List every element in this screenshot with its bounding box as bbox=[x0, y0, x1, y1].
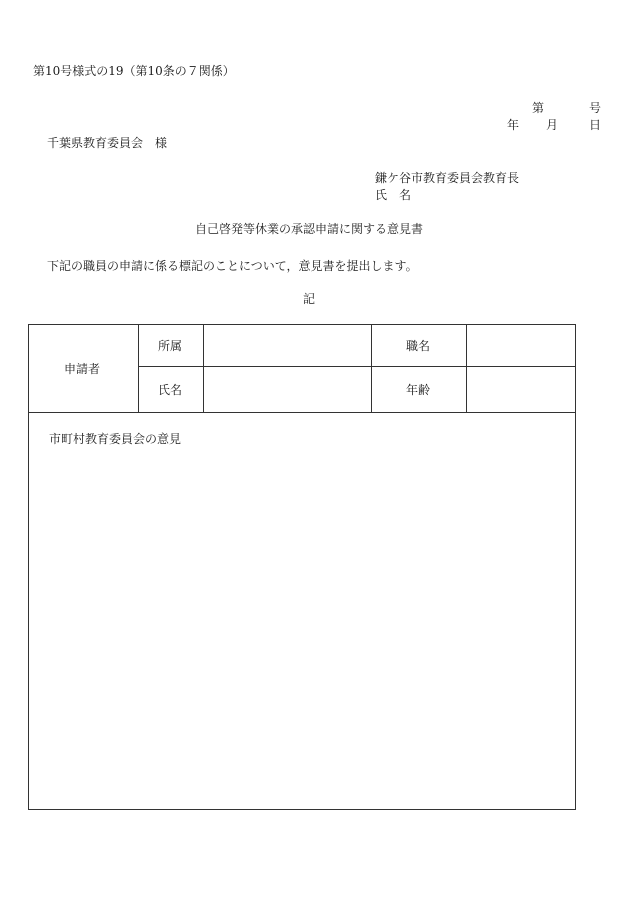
age-field[interactable] bbox=[473, 383, 569, 397]
body-text: 下記の職員の申請に係る標記のことについて，意見書を提出します。 bbox=[47, 259, 418, 273]
ki-label: 記 bbox=[302, 292, 315, 306]
sender-name-label: 氏 名 bbox=[375, 188, 412, 202]
age-label: 年齢 bbox=[406, 383, 431, 397]
affiliation-label: 所属 bbox=[158, 339, 183, 353]
section-divider bbox=[29, 412, 576, 413]
document-title: 自己啓発等休業の承認申請に関する意見書 bbox=[194, 222, 423, 236]
form-number: 第10号様式の19（第10条の７関係） bbox=[33, 64, 235, 78]
sender-title: 鎌ケ谷市教育委員会教育長 bbox=[375, 171, 520, 185]
document-number-dai: 第 bbox=[531, 101, 544, 115]
recipient: 千葉県教育委員会 様 bbox=[47, 136, 168, 150]
date-line bbox=[507, 118, 601, 132]
name-label: 氏名 bbox=[158, 383, 183, 397]
name-field[interactable] bbox=[211, 383, 361, 397]
date-day: 日 bbox=[588, 118, 601, 132]
opinion-field[interactable] bbox=[49, 455, 554, 795]
affiliation-field[interactable] bbox=[211, 339, 361, 353]
col-divider bbox=[138, 325, 139, 412]
applicant-label: 申請者 bbox=[64, 362, 101, 376]
date-month: 月 bbox=[545, 118, 558, 132]
form-table bbox=[28, 324, 576, 810]
position-label: 職名 bbox=[406, 339, 431, 353]
document-number-go: 号 bbox=[588, 101, 601, 115]
date-year: 年 bbox=[506, 118, 519, 132]
position-field[interactable] bbox=[473, 339, 569, 353]
col-divider bbox=[371, 325, 372, 412]
document-number bbox=[532, 101, 601, 115]
col-divider bbox=[203, 325, 204, 412]
opinion-label: 市町村教育委員会の意見 bbox=[49, 432, 182, 446]
col-divider bbox=[466, 325, 467, 412]
